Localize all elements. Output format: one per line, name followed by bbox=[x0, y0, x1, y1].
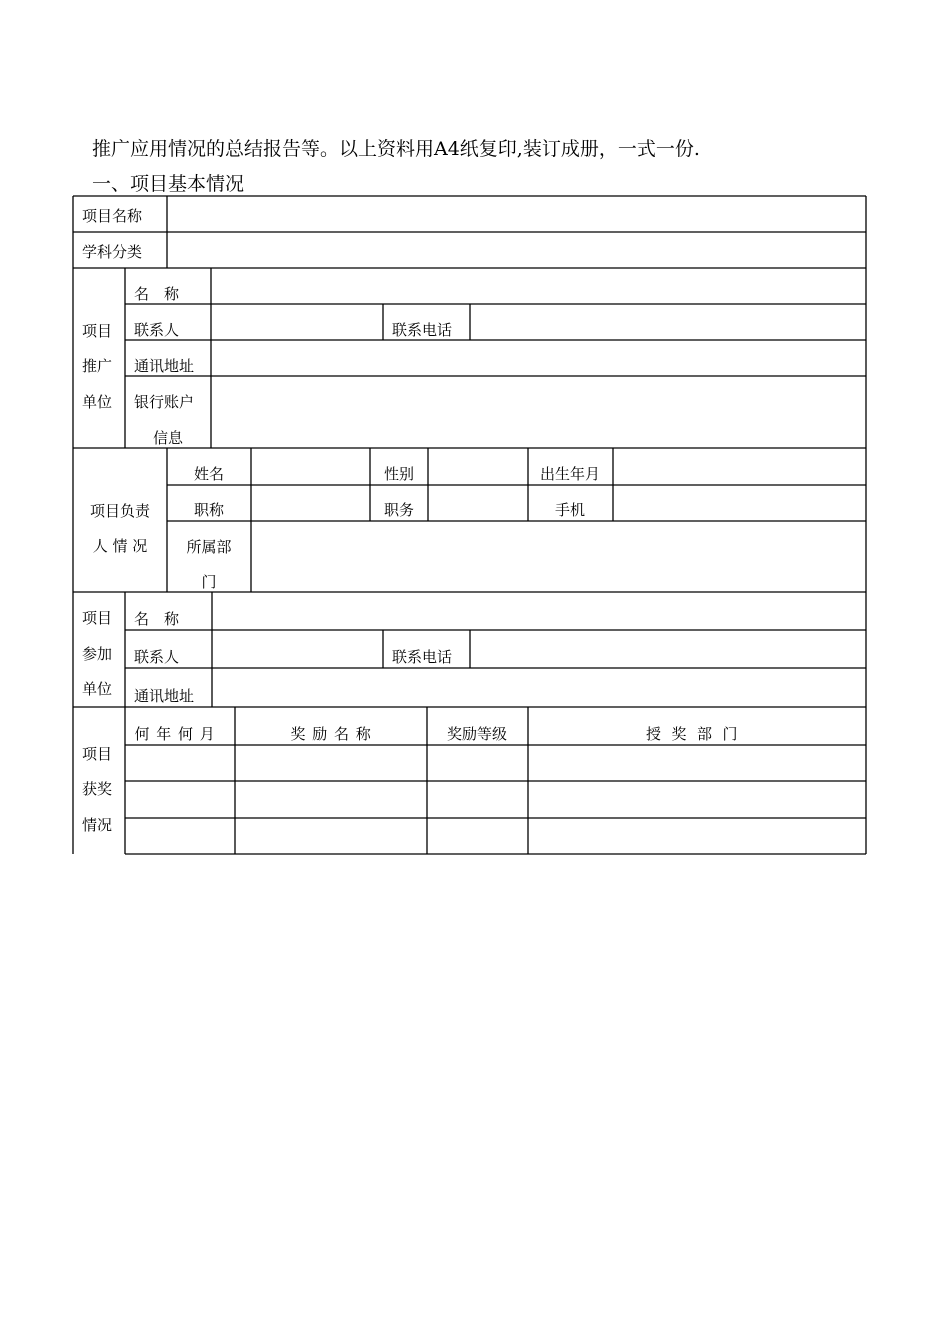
label-award-2: 获奖 bbox=[82, 780, 113, 798]
label-promo-unit-1: 项目 bbox=[82, 322, 113, 340]
label-person-name: 姓名 bbox=[193, 465, 225, 483]
label-bank-1: 银行账户 bbox=[134, 393, 195, 411]
label-promo-phone: 联系电话 bbox=[392, 321, 453, 339]
label-promo-unit-2: 推广 bbox=[82, 357, 113, 375]
label-part-unit-2: 参加 bbox=[82, 645, 113, 663]
intro-text: 推广应用情况的总结报告等。以上资料用A4纸复印,装订成册，一式一份. bbox=[92, 138, 700, 160]
label-birth: 出生年月 bbox=[539, 465, 601, 483]
label-promo-name: 名 称 bbox=[134, 285, 180, 303]
header-award-date: 何年何月 bbox=[134, 725, 222, 743]
label-promo-unit-3: 单位 bbox=[82, 393, 113, 411]
header-award-name: 奖励名称 bbox=[290, 725, 378, 743]
label-part-phone: 联系电话 bbox=[392, 648, 453, 666]
label-part-unit-3: 单位 bbox=[82, 680, 113, 698]
label-part-contact: 联系人 bbox=[134, 648, 180, 666]
label-gender: 性别 bbox=[383, 465, 415, 483]
label-part-name: 名 称 bbox=[134, 610, 180, 628]
label-part-unit-1: 项目 bbox=[82, 609, 113, 627]
header-award-dept: 授奖部门 bbox=[645, 725, 749, 743]
label-position: 职务 bbox=[383, 501, 415, 519]
section-title: 一、项目基本情况 bbox=[92, 173, 245, 195]
label-promo-contact: 联系人 bbox=[134, 321, 180, 339]
label-discipline: 学科分类 bbox=[82, 243, 143, 261]
label-bank-2: 信息 bbox=[152, 429, 184, 447]
label-award-1: 项目 bbox=[82, 745, 113, 763]
header-award-level: 奖励等级 bbox=[446, 725, 508, 743]
label-leader-2: 人 情 况 bbox=[92, 537, 148, 555]
label-dept-1: 所属部 bbox=[186, 538, 232, 556]
label-part-address: 通讯地址 bbox=[134, 687, 195, 705]
label-title: 职称 bbox=[193, 501, 225, 519]
label-dept-2: 门 bbox=[201, 573, 217, 591]
label-project-name: 项目名称 bbox=[82, 207, 143, 225]
label-leader-1: 项目负责 bbox=[89, 502, 151, 520]
label-award-3: 情况 bbox=[82, 816, 113, 834]
label-promo-address: 通讯地址 bbox=[134, 357, 195, 375]
label-mobile: 手机 bbox=[554, 501, 586, 519]
